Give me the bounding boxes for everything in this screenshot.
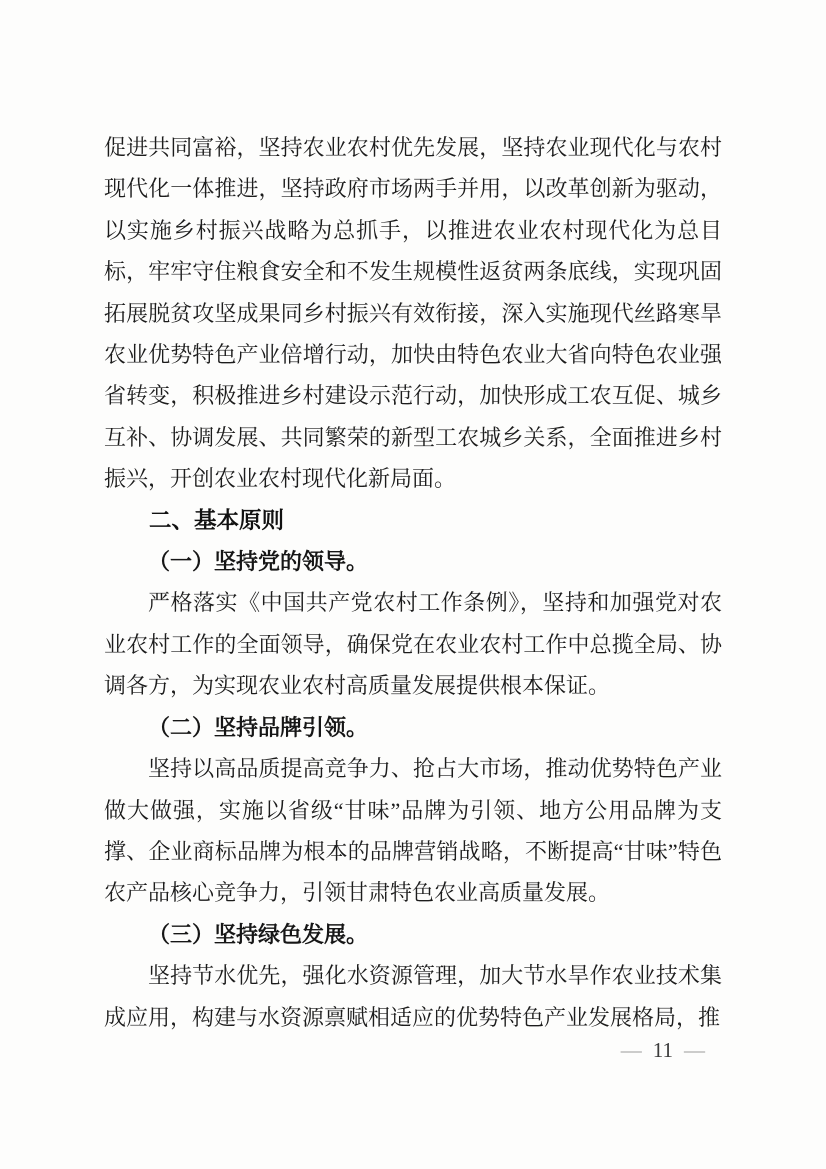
paragraph-party-leadership: 严格落实《中国共产党农村工作条例》，坚持和加强党对农业农村工作的全面领导，确保党在农业农村工作中总揽全局、协调各方，为实现农业农村高质量发展提供根本保证。: [104, 590, 722, 699]
document-body: [104, 127, 722, 1038]
section-heading-basic-principles: 二、基本原则: [149, 507, 285, 533]
page-number: 11: [652, 1038, 673, 1062]
subsection-heading-green-development: （三）坚持绿色发展。: [148, 921, 369, 947]
subsection-heading-brand-leading: （二）坚持品牌引领。: [148, 714, 369, 740]
page-footer: [621, 1036, 705, 1064]
paragraph-brand-leading: 坚持以高品质提高竞争力、抢占大市场，推动优势特色产业做大做强，实施以省级“甘味”品牌为引领、地方公用品牌为支撑、企业商标品牌为根本的品牌营销战略，不断提高“甘味”特色农产品核心竞争力，引领甘肃特色农业高质量发展。: [104, 756, 722, 906]
paragraph-continuation: 促进共同富裕，坚持农业农村优先发展，坚持农业现代化与农村现代化一体推进，坚持政府市场两手并用，以改革创新为驱动，以实施乡村振兴战略为总抓手，以推进农业农村现代化为总目标，牢牢守住粮食安全和不发生规模性返贫两条底线，实现巩固拓展脱贫攻坚成果同乡村振兴有效衔接，深入实施现代丝路寒旱农业优势特色产业倍增行动，加快由特色农业大省向特色农业强省转变，积极推进乡村建设示范行动，加快形成工农互促、城乡互补、协调发展、共同繁荣的新型工农城乡关系，全面推进乡村振兴，开创农业农村现代化新局面。: [104, 135, 722, 492]
footer-dash-right: —: [684, 1038, 705, 1062]
subsection-heading-party-leadership: （一）坚持党的领导。: [148, 549, 369, 575]
footer-dash-left: —: [620, 1038, 642, 1062]
paragraph-green-development: 坚持节水优先，强化水资源管理，加大节水旱作农业技术集成应用，构建与水资源禀赋相适应的优势特色产业发展格局，推: [104, 963, 722, 1030]
